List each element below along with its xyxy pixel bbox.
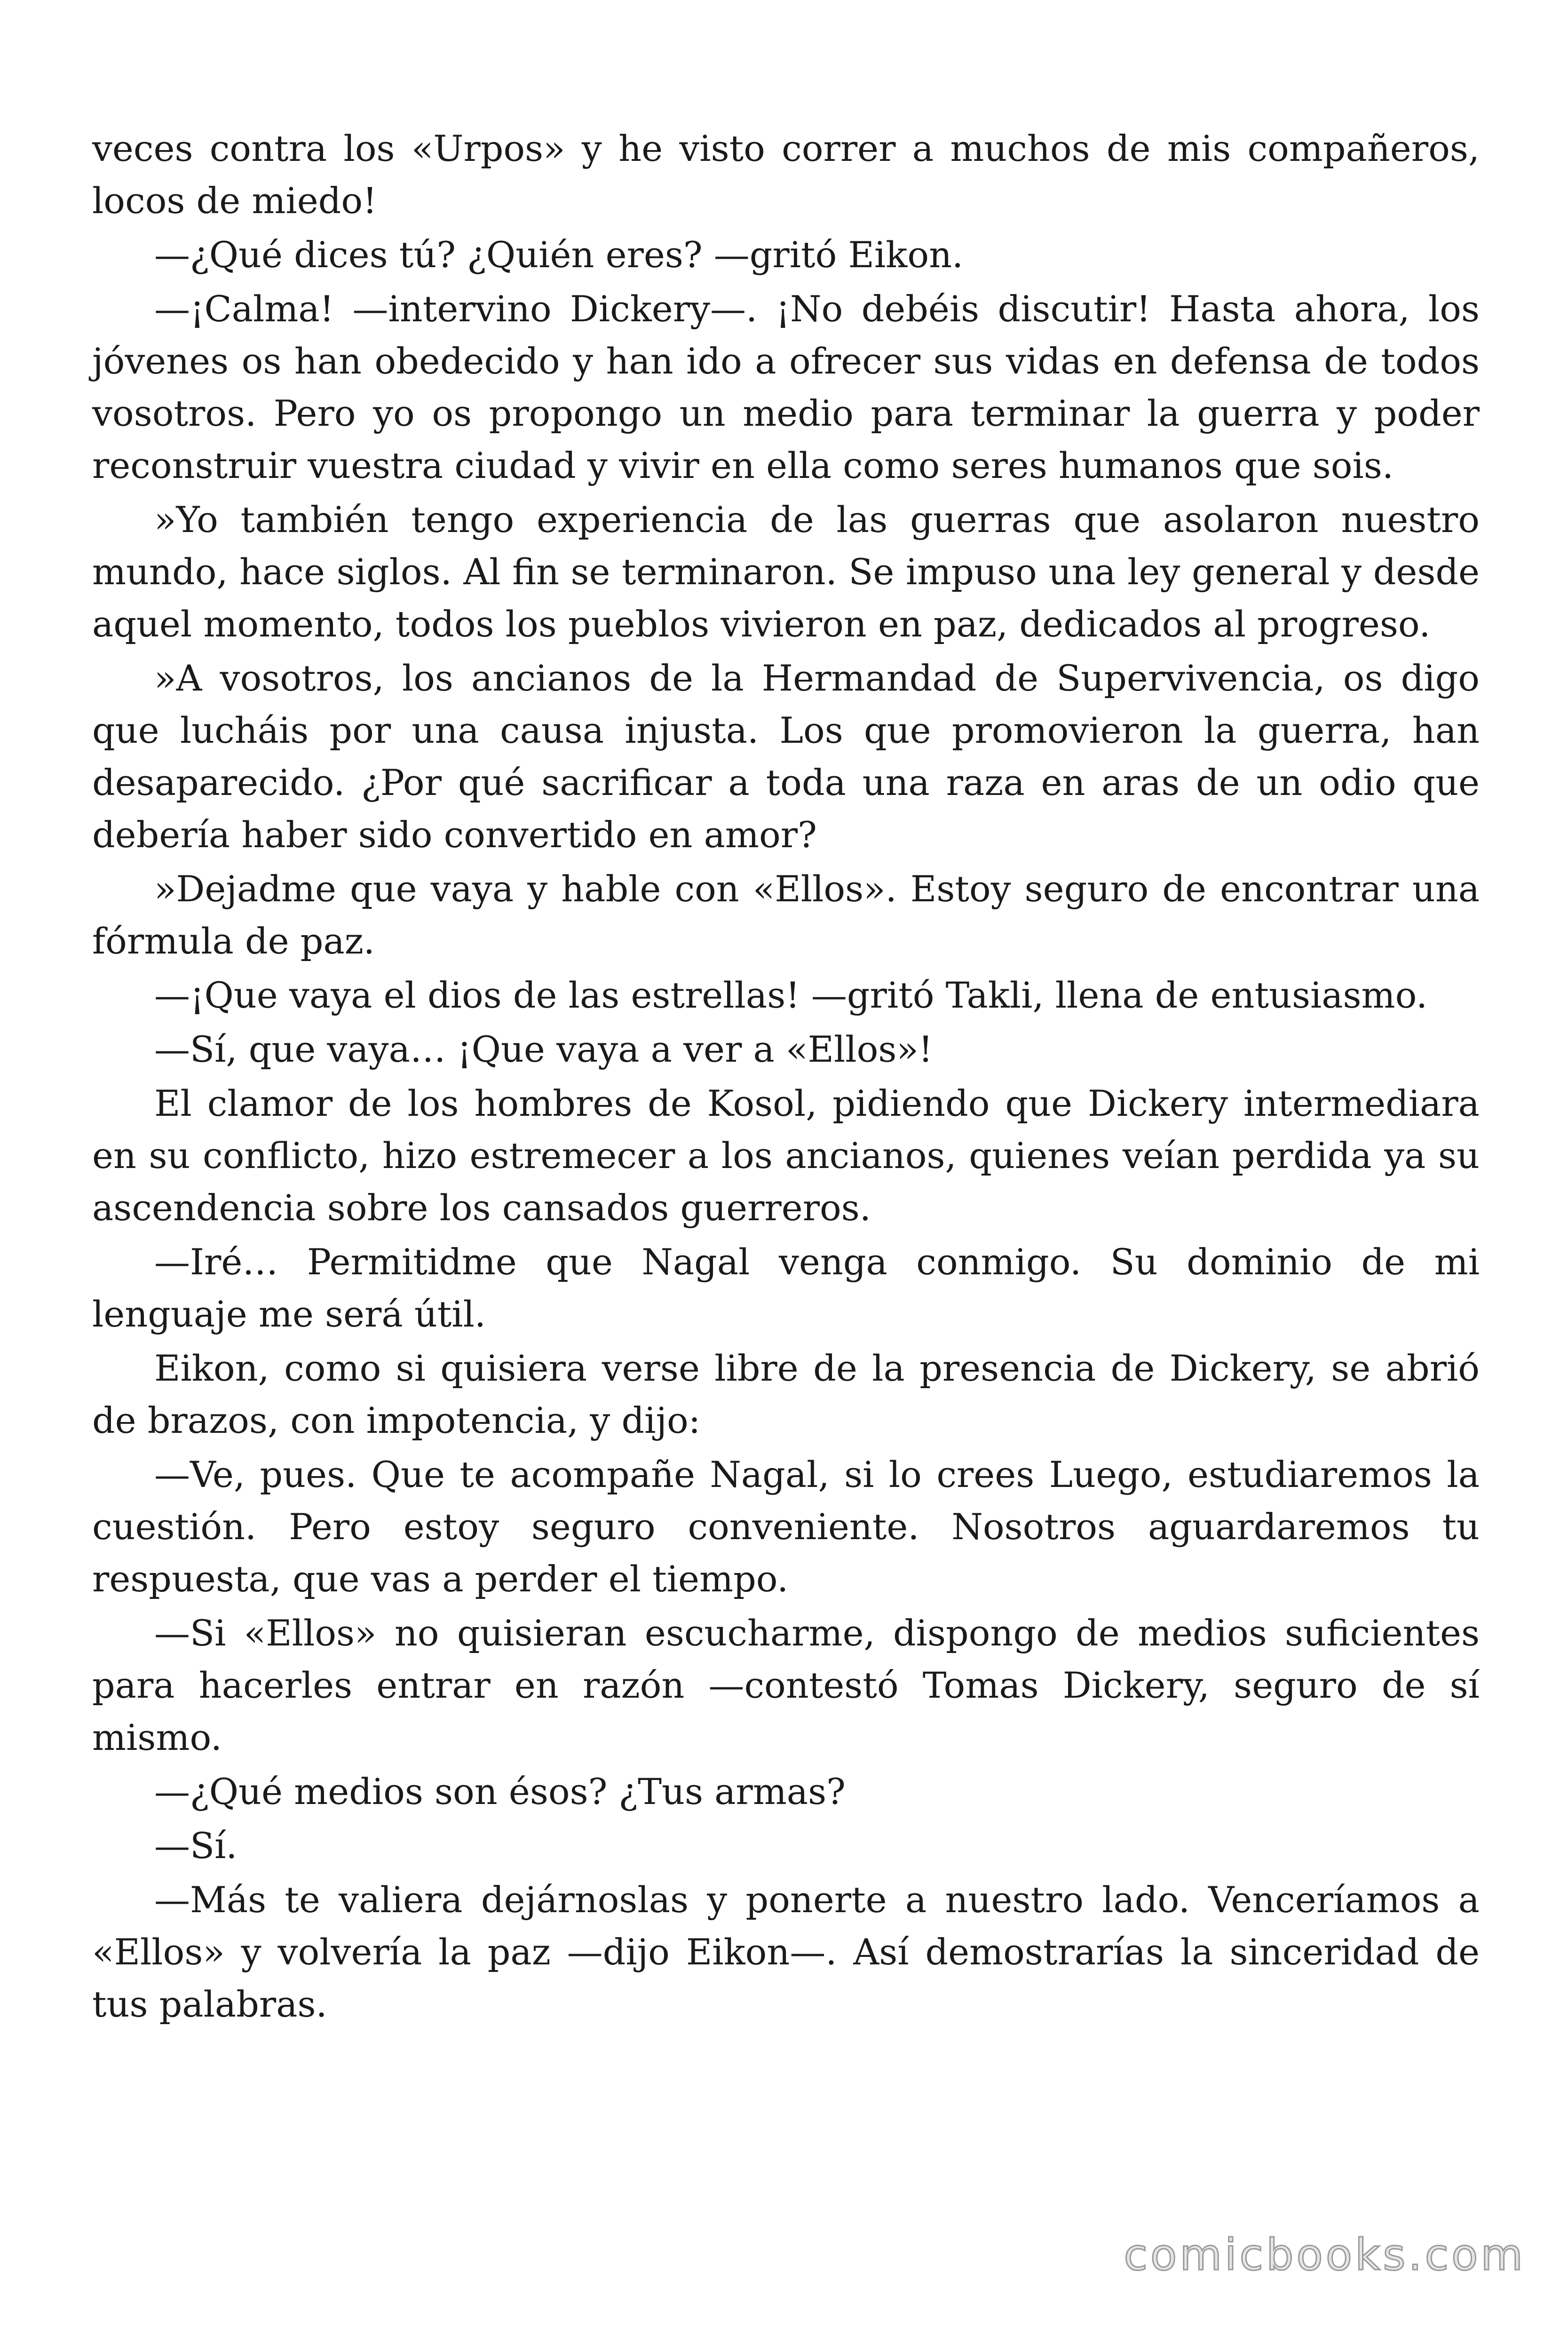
paragraph: »Dejadme que vaya y hable con «Ellos». Estoy seguro de encontrar una fórmula de paz. xyxy=(92,868,1480,962)
paragraph: —¡Que vaya el dios de las estrellas! —gritó Takli, llena de entusiasmo. xyxy=(154,974,1428,1016)
site-watermark: comicbooks.com xyxy=(1124,2230,1526,2280)
paragraph: —Más te valiera dejárnoslas y ponerte a nuestro lado. Venceríamos a «Ellos» y volvería la paz —dijo Eikon—. Así demostrarías la sinceridad de tus palabras. xyxy=(92,1879,1480,2025)
paragraph: —¿Qué medios son ésos? ¿Tus armas? xyxy=(154,1771,846,1812)
paragraph: —Sí, que vaya… ¡Que vaya a ver a «Ellos»! xyxy=(154,1028,933,1070)
book-page-text xyxy=(92,122,1480,2032)
paragraph: —¿Qué dices tú? ¿Quién eres? —gritó Eikon. xyxy=(154,234,964,276)
paragraph: —Ve, pues. Que te acompañe Nagal, si lo crees Luego, estudiaremos la cuestión. Pero estoy seguro conveniente. Nosotros aguardaremos tu respuesta, que vas a perder el tiempo. xyxy=(92,1454,1480,1600)
paragraph: —Si «Ellos» no quisieran escucharme, dispongo de medios suficientes para hacerles entrar en razón —contestó Tomas Dickery, seguro de sí mismo. xyxy=(92,1612,1480,1758)
paragraph: —Iré… Permitidme que Nagal venga conmigo. Su dominio de mi lenguaje me será útil. xyxy=(92,1241,1480,1335)
paragraph: »A vosotros, los ancianos de la Hermandad de Supervivencia, os digo que lucháis por una causa injusta. Los que promovieron la guerra, han desaparecido. ¿Por qué sacrificar a toda una raza en aras de un odio que debería haber sido convertido en amor? xyxy=(92,657,1480,856)
paragraph: »Yo también tengo experiencia de las guerras que asolaron nuestro mundo, hace siglos. Al fin se terminaron. Se impuso una ley general y desde aquel momento, todos los pueblos vivieron en paz, dedicados al progreso. xyxy=(92,499,1480,645)
paragraph-continuation: veces contra los «Urpos» y he visto correr a muchos de mis compañeros, locos de miedo! xyxy=(92,127,1480,222)
paragraph: —¡Calma! —intervino Dickery—. ¡No debéis discutir! Hasta ahora, los jóvenes os han obedecido y han ido a ofrecer sus vidas en defensa de todos vosotros. Pero yo os propongo un medio para terminar la guerra y poder reconstruir vuestra ciudad y vivir en ella como seres humanos que sois. xyxy=(92,288,1480,486)
paragraph: El clamor de los hombres de Kosol, pidiendo que Dickery intermediara en su conflicto, hizo estremecer a los ancianos, quienes veían perdida ya su ascendencia sobre los cansados guerreros. xyxy=(92,1082,1480,1229)
paragraph: —Sí. xyxy=(154,1825,238,1867)
paragraph: Eikon, como si quisiera verse libre de la presencia de Dickery, se abrió de brazos, con impotencia, y dijo: xyxy=(92,1347,1480,1441)
